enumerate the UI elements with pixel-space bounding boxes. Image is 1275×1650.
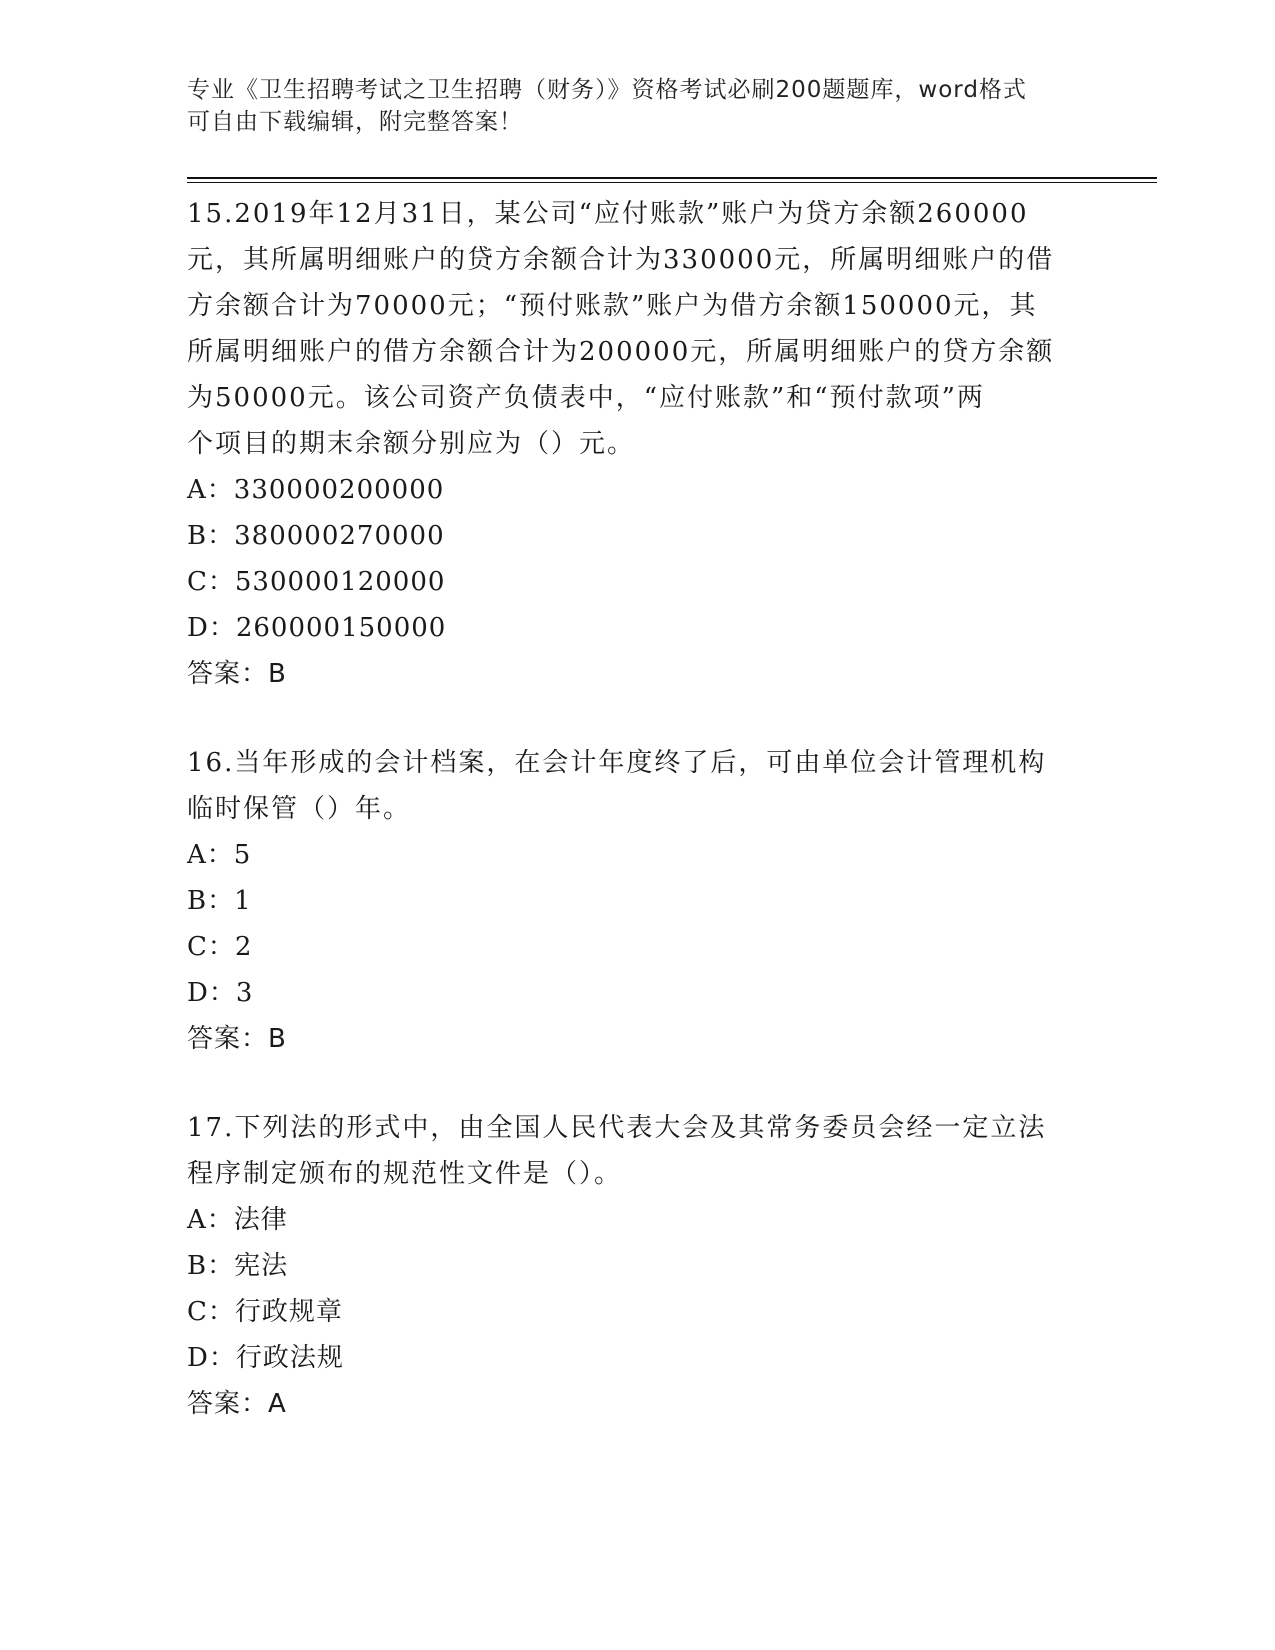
answer-label: 答案：B: [187, 1024, 287, 1054]
option-a: A：法律: [187, 1205, 288, 1235]
option-a: A：5: [187, 840, 252, 870]
question-text-line: 程序制定颁布的规范性文件是（）。: [187, 1159, 623, 1189]
question-text-line: 所属明细账户的借方余额合计为200000元，所属明细账户的贷方余额: [187, 337, 1055, 367]
question-text-line: 临时保管（）年。: [187, 794, 412, 824]
question-17: [187, 1105, 1087, 1427]
question-list: [187, 191, 1087, 1427]
header-divider-thin: [187, 182, 1157, 183]
question-text-line: 元，其所属明细账户的贷方余额合计为330000元，所属明细账户的借: [187, 245, 1055, 275]
question-16: [187, 740, 1087, 1062]
header-line-1: 专业《卫生招聘考试之卫生招聘（财务）》资格考试必刷200题题库，word格式: [187, 77, 1027, 103]
document-header: [187, 74, 1087, 138]
option-b: B：1: [187, 886, 252, 916]
question-text-line: 16.当年形成的会计档案，在会计年度终了后，可由单位会计管理机构: [187, 748, 1047, 778]
question-spacer: [187, 697, 1087, 740]
question-spacer: [187, 1062, 1087, 1105]
option-c: C：530000120000: [187, 567, 446, 597]
answer-label: 答案：B: [187, 659, 287, 689]
option-b: B：380000270000: [187, 521, 445, 551]
question-15: [187, 191, 1087, 697]
question-text-line: 15.2019年12月31日，某公司“应付账款”账户为贷方余额260000: [187, 199, 1029, 229]
question-text-line: 个项目的期末余额分别应为（）元。: [187, 429, 636, 459]
option-d: D：3: [187, 978, 254, 1008]
option-c: C：2: [187, 932, 253, 962]
option-d: D：260000150000: [187, 613, 447, 643]
header-line-2: 可自由下载编辑，附完整答案！: [187, 109, 523, 135]
question-text-line: 方余额合计为70000元；“预付账款”账户为借方余额150000元，其: [187, 291, 1038, 321]
option-b: B：宪法: [187, 1251, 289, 1281]
option-d: D：行政法规: [187, 1343, 344, 1373]
header-divider-thick: [187, 177, 1157, 179]
question-text-line: 为50000元。该公司资产负债表中，“应付账款”和“预付款项”两: [187, 383, 985, 413]
answer-label: 答案：A: [187, 1389, 287, 1419]
option-c: C：行政规章: [187, 1297, 343, 1327]
option-a: A：330000200000: [187, 475, 445, 505]
question-text-line: 17.下列法的形式中，由全国人民代表大会及其常务委员会经一定立法: [187, 1113, 1047, 1143]
